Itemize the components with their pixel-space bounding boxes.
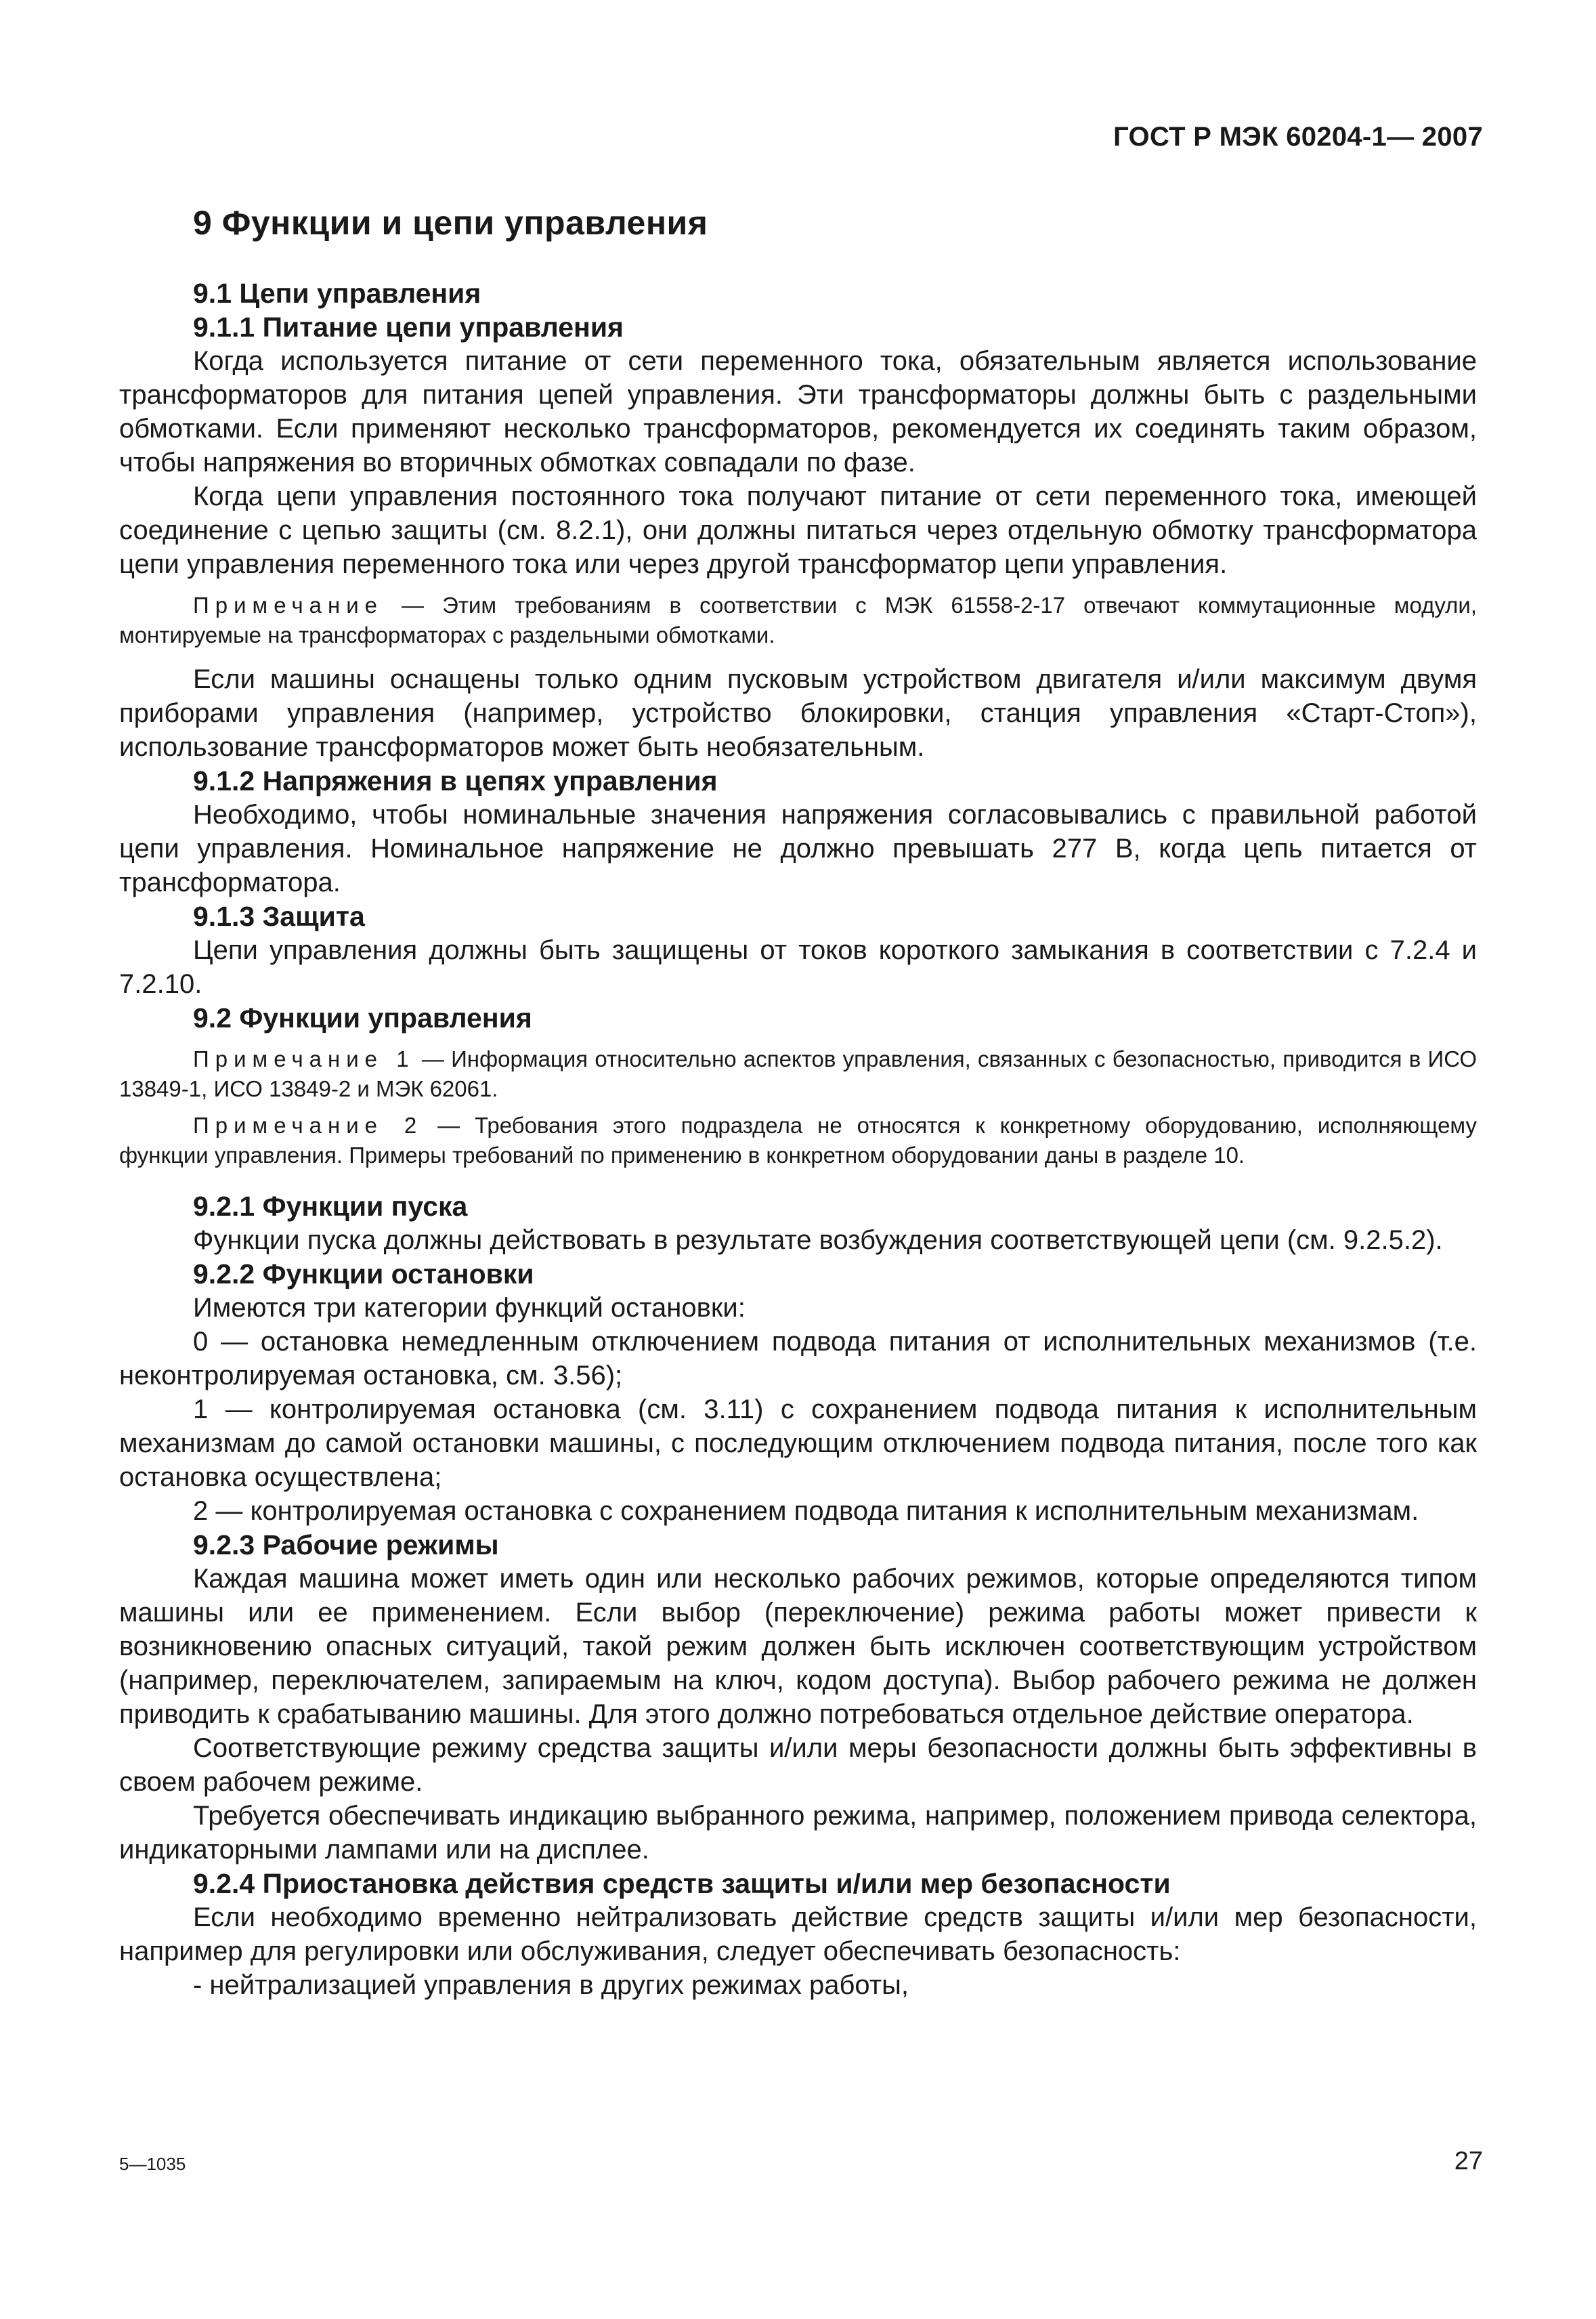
subsection-heading: 9.1 Цепи управления <box>193 278 481 309</box>
subsection-heading: 9.2.2 Функции остановки <box>193 1258 534 1290</box>
subsection-heading: 9.1.3 Защита <box>193 901 365 932</box>
paragraph: Функции пуска должны действовать в результате возбуждения соответствующей цепи (см. 9.2.5.2). <box>193 1225 1443 1255</box>
list-item: 0 — остановка немедленным отключением подвода питания от исполнительных механизмов (т.е. неконтролируемая остановка, см. 3.56); <box>119 1327 1477 1390</box>
paragraph: Если машины оснащены только одним пусковым устройством двигателя и/или максимум двумя приборами управления (например, устройство блокировки, станция управления «Старт-Стоп»), использование трансформаторов может быть необязательным. <box>119 664 1477 762</box>
paragraph: Каждая машина может иметь один или несколько рабочих режимов, которые определяются типом машины или ее применением. Если выбор (переключение) режима работы может привести к возникновению опасных ситуаций, такой режим должен быть исключен соответствующим устройством (например, переключателем, запираемым на ключ, кодом доступа). Выбор рабочего режима не должен приводить к срабатыванию машины. Для этого должно потребоваться отдельное действие оператора. <box>119 1564 1477 1729</box>
paragraph: Необходимо, чтобы номинальные значения напряжения согласовывались с правильной работой цепи управления. Номинальное напряжение не должно превышать 277 В, когда цепь питается от трансформатора. <box>119 800 1477 897</box>
note-label: Примечание 1 <box>193 1046 415 1071</box>
note <box>119 1044 1477 1104</box>
paragraph: Если необходимо временно нейтрализовать действие средств защиты и/или мер безопасности, например для регулировки или обслуживания, следует обеспечивать безопасность: <box>119 1902 1477 1966</box>
paragraph: Цепи управления должны быть защищены от токов короткого замыкания в соответствии с 7.2.4 и 7.2.10. <box>119 935 1477 999</box>
page-number: 27 <box>1454 2147 1483 2175</box>
paragraph: Требуется обеспечивать индикацию выбранного режима, например, положением привода селектора, индикаторными лампами или на дисплее. <box>119 1801 1477 1865</box>
note-text: — Этим требованиям в соответствии с МЭК 61558-2-17 отвечают коммутационные модули, монтируемые на трансформаторах с раздельными обмотками. <box>119 593 1477 647</box>
list-item: 2 — контролируемая остановка с сохранением подвода питания к исполнительным механизмам. <box>193 1496 1419 1526</box>
note <box>119 1111 1477 1170</box>
page-content <box>119 203 1477 2002</box>
note-text: — Информация относительно аспектов управления, связанных с безопасностью, приводится в ИСО 13849-1, ИСО 13849-2 и МЭК 62061. <box>119 1046 1478 1101</box>
list-item: 1 — контролируемая остановка (см. 3.11) с сохранением подвода питания к исполнительным механизмам до самой остановки машины, с последующим отключением подвода питания, после того как остановка осуществлена; <box>119 1395 1477 1492</box>
paragraph: Соответствующие режиму средства защиты и/или меры безопасности должны быть эффективны в своем рабочем режиме. <box>119 1733 1477 1797</box>
paragraph: Когда используется питание от сети переменного тока, обязательным является использование трансформаторов для питания цепей управления. Эти трансформаторы должны быть с раздельными обмотками. Если применяют несколько трансформаторов, рекомендуется их соединять таким образом, чтобы напряжения во вторичных обмотках совпадали по фазе. <box>119 346 1477 477</box>
note-text: — Требования этого подраздела не относятся к конкретному оборудованию, исполняющему функции управления. Примеры требований по применению в конкретном оборудовании даны в разделе 10. <box>119 1113 1477 1168</box>
footer-code: 5—1035 <box>119 2154 186 2174</box>
list-item: - нейтрализацией управления в других режимах работы, <box>193 1970 909 2000</box>
subsection-heading: 9.2.1 Функции пуска <box>193 1191 468 1222</box>
subsection-heading: 9.1.1 Питание цепи управления <box>193 312 624 343</box>
note-label: Примечание 2 <box>193 1113 423 1138</box>
paragraph: Имеются три категории функций остановки: <box>193 1293 746 1323</box>
note-label: Примечание <box>193 593 384 618</box>
note <box>119 591 1477 650</box>
subsection-heading: 9.1.2 Напряжения в цепях управления <box>193 765 718 796</box>
subsection-heading: 9.2.4 Приостановка действия средств защиты и/или мер безопасности <box>193 1868 1171 1899</box>
subsection-heading: 9.2.3 Рабочие режимы <box>193 1529 499 1560</box>
paragraph: Когда цепи управления постоянного тока получают питание от сети переменного тока, имеющей соединение с цепью защиты (см. 8.2.1), они должны питаться через отдельную обмотку трансформатора цепи управления переменного тока или через другой трансформатор цепи управления. <box>119 482 1477 579</box>
section-title: 9 Функции и цепи управления <box>193 204 708 242</box>
subsection-heading: 9.2 Функции управления <box>193 1002 532 1034</box>
document-code: ГОСТ Р МЭК 60204-1— 2007 <box>1113 122 1483 152</box>
